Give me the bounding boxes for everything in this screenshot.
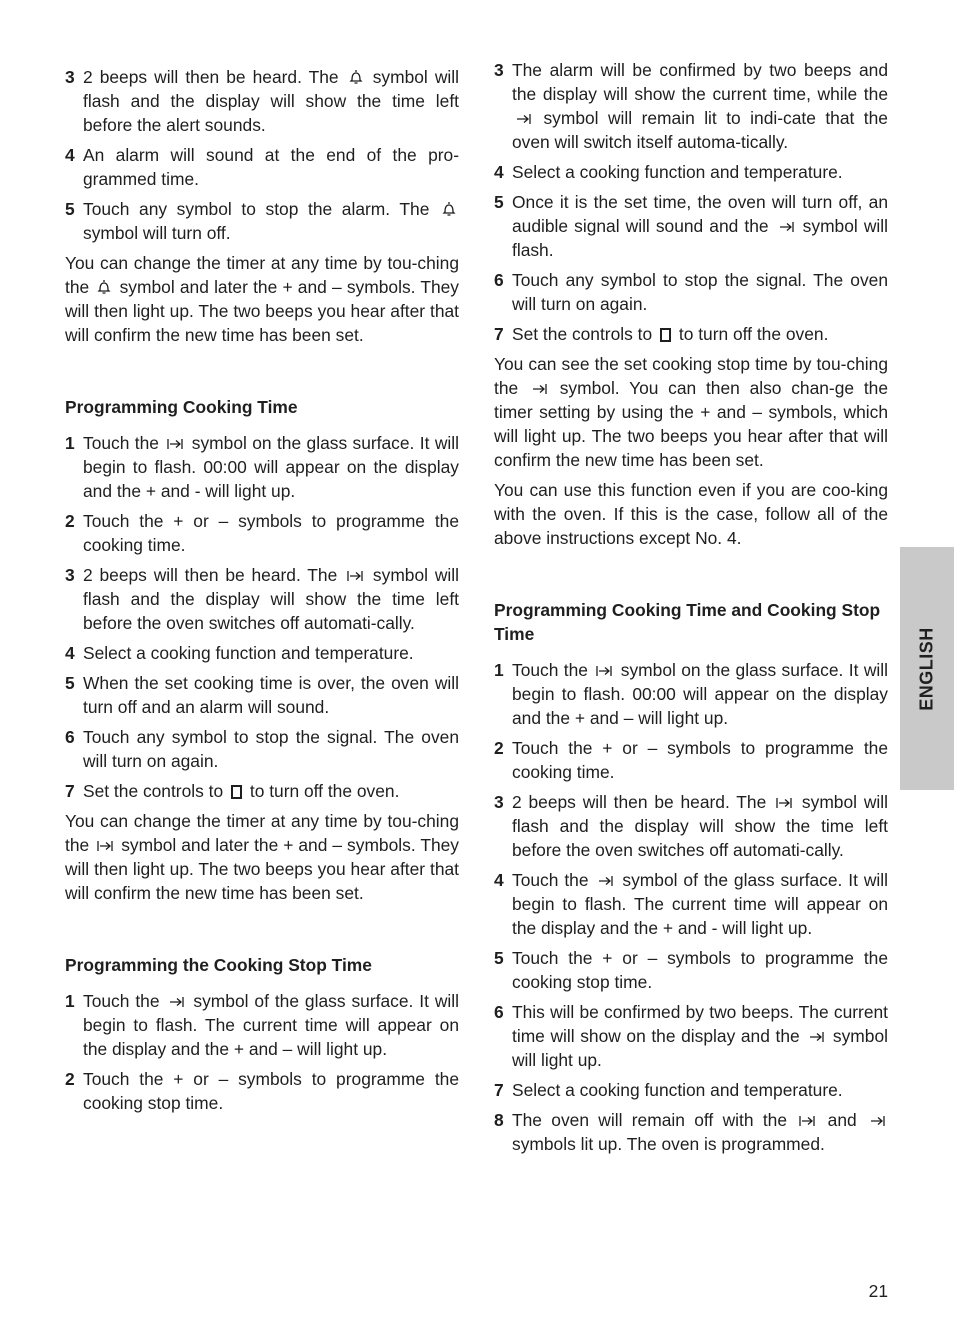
step-text: Touch the + or – symbols to programme the cooking stop time. — [83, 1069, 459, 1113]
cooking-duration-icon — [97, 839, 113, 853]
step-number: 2 — [494, 738, 504, 758]
step-text: 2 beeps will then be heard. The — [512, 792, 767, 812]
step-text: symbol on the glass surface. It will begin to flash. 00:00 will appear on the display and the + and – will light up. — [512, 660, 888, 728]
step-number: 5 — [494, 192, 504, 212]
cooking-duration-icon — [167, 437, 183, 451]
step-text: symbol will flash and the display will show the time left before the oven switches off automati-cally. — [83, 565, 459, 633]
step-text: The oven will remain off with the — [512, 1110, 787, 1130]
heading-combined: Programming Cooking Time and Cooking Stop Time — [494, 600, 881, 644]
cooking-end-icon — [869, 1114, 885, 1128]
combined-step-8 — [494, 1108, 888, 1156]
cooking-end-icon — [778, 220, 794, 234]
language-tab — [900, 547, 954, 790]
step-text: symbol will flash and the display will show the time left before the alert sounds. — [83, 67, 459, 135]
step-number: 2 — [65, 511, 75, 531]
combined-step-7 — [494, 1078, 888, 1102]
oven-off-icon — [660, 328, 671, 342]
heading-stop-time: Programming the Cooking Stop Time — [65, 955, 372, 975]
step-text: symbol on the glass surface. It will begin to flash. 00:00 will appear on the display and the + and - will light up. — [83, 433, 459, 501]
heading-cooking-time: Programming Cooking Time — [65, 397, 298, 417]
cooking-duration-icon — [776, 796, 792, 810]
step-text: 2 beeps will then be heard. The — [83, 67, 339, 87]
page-number: 21 — [868, 1281, 888, 1301]
step-number: 4 — [65, 145, 75, 165]
step-number: 5 — [494, 948, 504, 968]
stop-step-2 — [65, 1067, 459, 1115]
stop-paragraph-1 — [494, 352, 888, 472]
combined-step-3 — [494, 790, 888, 862]
step-text: Touch the + or – symbols to programme the cooking stop time. — [512, 948, 888, 992]
step-text: Touch the — [83, 433, 159, 453]
step-text: Touch the — [512, 870, 589, 890]
step-number: 4 — [65, 643, 75, 663]
cooking-step-5 — [65, 671, 459, 719]
cooking-step-2 — [65, 509, 459, 557]
step-number: 1 — [494, 660, 504, 680]
combined-step-2 — [494, 736, 888, 784]
step-number: 4 — [494, 870, 504, 890]
combined-step-5 — [494, 946, 888, 994]
cooking-end-icon — [808, 1030, 824, 1044]
step-text: Touch the + or – symbols to programme the cooking time. — [512, 738, 888, 782]
language-tab-label: ENGLISH — [916, 626, 937, 711]
cooking-duration-icon — [347, 569, 363, 583]
cooking-duration-icon — [799, 1114, 815, 1128]
step-text: An alarm will sound at the end of the pro-grammed time. — [83, 145, 459, 189]
cooking-step-4 — [65, 641, 459, 665]
step-text: and — [827, 1110, 857, 1130]
step-number: 7 — [494, 324, 504, 344]
step-text: to turn off the oven. — [678, 324, 829, 344]
paragraph-text: symbol. You can then also chan-ge the timer setting by using the + and – symbols, which will light up. The two beeps you hear after that will confirm the new time has been set. — [494, 378, 888, 470]
step-text: symbol will flash. — [512, 216, 888, 260]
alarm-bell-icon — [442, 201, 456, 217]
step-text: Touch the — [83, 991, 160, 1011]
step-text: 2 beeps will then be heard. The — [83, 565, 338, 585]
step-text: Touch the + or – symbols to programme the cooking time. — [83, 511, 459, 555]
step-text: symbol of the glass surface. It will begin to flash. The current time will appear on the display and the + and - will light up. — [512, 870, 888, 938]
combined-step-4 — [494, 868, 888, 940]
cooking-end-icon — [597, 874, 613, 888]
step-text: symbol of the glass surface. It will begin to flash. The current time will appear on the display and the + and – will light up. — [83, 991, 459, 1059]
alarm-step-5 — [65, 197, 459, 245]
step-number: 3 — [494, 792, 504, 812]
cooking-end-icon — [515, 112, 531, 126]
step-number: 1 — [65, 991, 75, 1011]
cooking-step-3 — [65, 563, 459, 635]
alarm-bell-icon — [349, 69, 363, 85]
step-text: symbol will remain lit to indi-cate that the oven will switch itself automa-tically. — [512, 108, 888, 152]
paragraph-text: You can see the set cooking stop time by tou-ching the — [494, 354, 888, 398]
step-text: symbol will turn off. — [83, 223, 231, 243]
step-number: 6 — [65, 727, 75, 747]
stop-step-3 — [494, 58, 888, 154]
step-number: 3 — [65, 565, 75, 585]
step-number: 5 — [65, 199, 75, 219]
cooking-step-7 — [65, 779, 459, 803]
combined-step-1 — [494, 658, 888, 730]
paragraph-text: You can change the timer at any time by tou-ching the — [65, 811, 459, 855]
step-text: symbol will light up. — [512, 1026, 888, 1070]
alarm-step-4 — [65, 143, 459, 191]
step-text: Set the controls to — [83, 781, 224, 801]
left-column — [65, 65, 459, 1121]
step-number: 6 — [494, 1002, 504, 1022]
step-text: Select a cooking function and temperature. — [83, 643, 414, 663]
step-text: symbols lit up. The oven is programmed. — [512, 1134, 825, 1154]
step-text: Select a cooking function and temperature. — [512, 1080, 843, 1100]
step-number: 4 — [494, 162, 504, 182]
step-text: Select a cooking function and temperature. — [512, 162, 843, 182]
step-text: Once it is the set time, the oven will turn off, an audible signal will sound and the — [512, 192, 888, 236]
step-number: 7 — [494, 1080, 504, 1100]
stop-step-1 — [65, 989, 459, 1061]
stop-paragraph-2: You can use this function even if you are coo-king with the oven. If this is the case, follow all of the above instructions except No. 4. — [494, 480, 888, 548]
step-text: symbol will flash and the display will show the time left before the oven switches off automati-cally. — [512, 792, 888, 860]
cooking-paragraph — [65, 809, 459, 905]
step-number: 8 — [494, 1110, 504, 1130]
step-text: Set the controls to — [512, 324, 653, 344]
step-text: Touch any symbol to stop the signal. The oven will turn on again. — [83, 727, 459, 771]
alarm-bell-icon — [97, 279, 111, 295]
step-number: 3 — [494, 60, 504, 80]
step-text: Touch the — [512, 660, 588, 680]
step-number: 6 — [494, 270, 504, 290]
combined-step-6 — [494, 1000, 888, 1072]
cooking-duration-icon — [596, 664, 612, 678]
paragraph-text: You can change the timer at any time by tou-ching the — [65, 253, 459, 297]
step-text: This will be confirmed by two beeps. The current time will show on the display and the — [512, 1002, 888, 1046]
paragraph-text: symbol and later the + and – symbols. They will then light up. The two beeps you hear after that will confirm the new time has been set. — [65, 277, 460, 345]
cooking-step-1 — [65, 431, 459, 503]
cooking-step-6 — [65, 725, 459, 773]
right-column — [494, 58, 888, 1162]
step-number: 1 — [65, 433, 75, 453]
step-text: Touch any symbol to stop the alarm. The — [83, 199, 430, 219]
oven-off-icon — [231, 785, 242, 799]
cooking-end-icon — [168, 995, 184, 1009]
stop-step-7 — [494, 322, 888, 346]
step-text: Touch any symbol to stop the signal. The oven will turn on again. — [512, 270, 888, 314]
cooking-end-icon — [531, 382, 547, 396]
paragraph-text: symbol and later the + and – symbols. They will then light up. The two beeps you hear after that will confirm the new time has been set. — [65, 835, 459, 903]
step-number: 7 — [65, 781, 75, 801]
step-text: The alarm will be confirmed by two beeps and the display will show the current time, while the — [512, 60, 888, 104]
step-number: 3 — [65, 67, 75, 87]
step-text: to turn off the oven. — [249, 781, 400, 801]
stop-step-6 — [494, 268, 888, 316]
stop-step-4 — [494, 160, 888, 184]
step-number: 5 — [65, 673, 75, 693]
alarm-paragraph — [65, 251, 459, 347]
stop-step-5 — [494, 190, 888, 262]
step-number: 2 — [65, 1069, 75, 1089]
alarm-step-3 — [65, 65, 459, 137]
step-text: When the set cooking time is over, the oven will turn off and an alarm will sound. — [83, 673, 459, 717]
